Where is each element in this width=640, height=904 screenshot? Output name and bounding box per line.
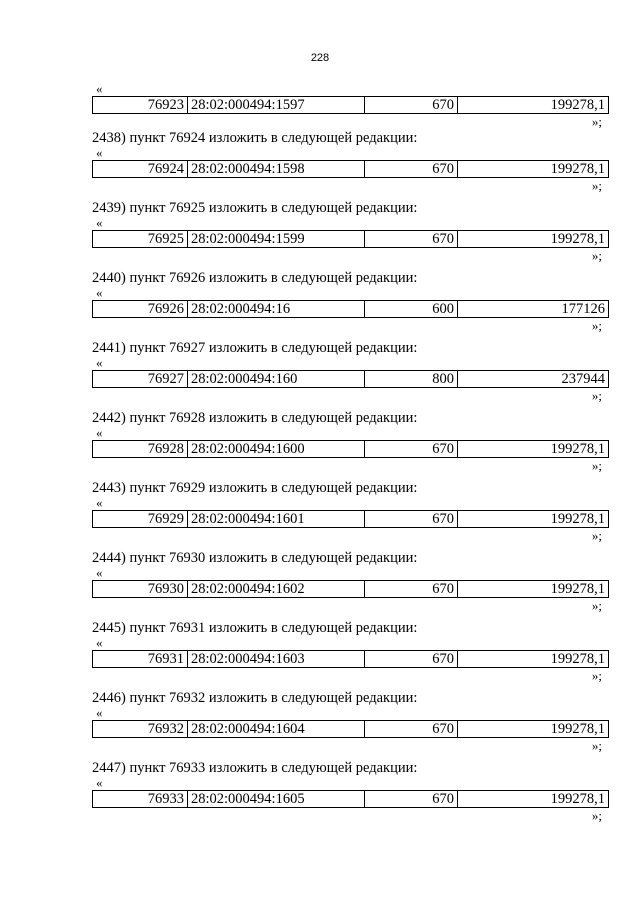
item-number-cell: 76932 xyxy=(93,721,188,738)
document-body xyxy=(92,82,610,830)
item-number-cell: 76930 xyxy=(93,581,188,598)
area-cell: 800 xyxy=(365,371,458,388)
data-row-table xyxy=(92,370,609,388)
table-row xyxy=(93,161,609,178)
close-quote: »; xyxy=(591,388,602,403)
area-cell: 670 xyxy=(365,511,458,528)
area-cell: 670 xyxy=(365,581,458,598)
open-quote: « xyxy=(96,285,103,300)
amendment-instruction: 2443) пункт 76929 изложить в следующей редакции: xyxy=(92,480,418,496)
item-number-cell: 76927 xyxy=(93,371,188,388)
value-cell: 199278,1 xyxy=(458,161,609,178)
item-number-cell: 76931 xyxy=(93,651,188,668)
amendment-instruction: 2447) пункт 76933 изложить в следующей редакции: xyxy=(92,760,418,776)
table-row xyxy=(93,441,609,458)
item-number-cell: 76923 xyxy=(93,97,188,114)
cadastral-number-cell: 28:02:000494:1597 xyxy=(188,97,365,114)
entry-76927 xyxy=(92,340,610,410)
open-quote: « xyxy=(96,355,103,370)
entry-76924 xyxy=(92,130,610,200)
open-quote: « xyxy=(96,145,103,160)
close-quote: »; xyxy=(591,598,602,613)
close-quote: »; xyxy=(591,528,602,543)
open-quote: « xyxy=(96,775,103,790)
amendment-instruction: 2438) пункт 76924 изложить в следующей редакции: xyxy=(92,130,418,146)
item-number-cell: 76926 xyxy=(93,301,188,318)
value-cell: 199278,1 xyxy=(458,441,609,458)
entry-76923 xyxy=(92,82,610,130)
open-quote: « xyxy=(96,635,103,650)
amendment-instruction: 2441) пункт 76927 изложить в следующей редакции: xyxy=(92,340,418,356)
area-cell: 670 xyxy=(365,231,458,248)
close-quote: »; xyxy=(591,808,602,823)
close-quote: »; xyxy=(591,458,602,473)
data-row-table xyxy=(92,510,609,528)
cadastral-number-cell: 28:02:000494:1603 xyxy=(188,651,365,668)
close-quote: »; xyxy=(591,114,602,129)
entry-76933 xyxy=(92,760,610,830)
cadastral-number-cell: 28:02:000494:1604 xyxy=(188,721,365,738)
close-quote: »; xyxy=(591,178,602,193)
value-cell: 237944 xyxy=(458,371,609,388)
amendment-instruction: 2439) пункт 76925 изложить в следующей редакции: xyxy=(92,200,418,216)
open-quote: « xyxy=(96,215,103,230)
entry-76931 xyxy=(92,620,610,690)
area-cell: 670 xyxy=(365,97,458,114)
item-number-cell: 76928 xyxy=(93,441,188,458)
table-row xyxy=(93,721,609,738)
data-row-table xyxy=(92,790,609,808)
amendment-instruction: 2445) пункт 76931 изложить в следующей редакции: xyxy=(92,620,418,636)
table-row xyxy=(93,511,609,528)
open-quote: « xyxy=(96,705,103,720)
data-row-table xyxy=(92,650,609,668)
data-row-table xyxy=(92,580,609,598)
close-quote: »; xyxy=(591,668,602,683)
item-number-cell: 76924 xyxy=(93,161,188,178)
table-row xyxy=(93,651,609,668)
data-row-table xyxy=(92,720,609,738)
area-cell: 670 xyxy=(365,791,458,808)
value-cell: 199278,1 xyxy=(458,581,609,598)
value-cell: 177126 xyxy=(458,301,609,318)
table-row xyxy=(93,371,609,388)
cadastral-number-cell: 28:02:000494:1601 xyxy=(188,511,365,528)
item-number-cell: 76925 xyxy=(93,231,188,248)
item-number-cell: 76929 xyxy=(93,511,188,528)
area-cell: 670 xyxy=(365,441,458,458)
data-row-table xyxy=(92,96,609,114)
table-row xyxy=(93,97,609,114)
item-number-cell: 76933 xyxy=(93,791,188,808)
page-number: 228 xyxy=(310,52,330,64)
close-quote: »; xyxy=(591,318,602,333)
data-row-table xyxy=(92,440,609,458)
area-cell: 670 xyxy=(365,721,458,738)
close-quote: »; xyxy=(591,738,602,753)
amendment-instruction: 2444) пункт 76930 изложить в следующей редакции: xyxy=(92,550,418,566)
value-cell: 199278,1 xyxy=(458,721,609,738)
open-quote: « xyxy=(96,425,103,440)
value-cell: 199278,1 xyxy=(458,97,609,114)
entry-76928 xyxy=(92,410,610,480)
entry-76930 xyxy=(92,550,610,620)
open-quote: « xyxy=(96,565,103,580)
data-row-table xyxy=(92,300,609,318)
cadastral-number-cell: 28:02:000494:1600 xyxy=(188,441,365,458)
entry-76925 xyxy=(92,200,610,270)
amendment-instruction: 2442) пункт 76928 изложить в следующей редакции: xyxy=(92,410,418,426)
cadastral-number-cell: 28:02:000494:1605 xyxy=(188,791,365,808)
data-row-table xyxy=(92,230,609,248)
value-cell: 199278,1 xyxy=(458,651,609,668)
cadastral-number-cell: 28:02:000494:1598 xyxy=(188,161,365,178)
cadastral-number-cell: 28:02:000494:16 xyxy=(188,301,365,318)
data-row-table xyxy=(92,160,609,178)
cadastral-number-cell: 28:02:000494:1599 xyxy=(188,231,365,248)
table-row xyxy=(93,581,609,598)
open-quote: « xyxy=(96,81,103,96)
value-cell: 199278,1 xyxy=(458,511,609,528)
open-quote: « xyxy=(96,495,103,510)
area-cell: 670 xyxy=(365,161,458,178)
table-row xyxy=(93,301,609,318)
cadastral-number-cell: 28:02:000494:1602 xyxy=(188,581,365,598)
value-cell: 199278,1 xyxy=(458,231,609,248)
table-row xyxy=(93,791,609,808)
area-cell: 600 xyxy=(365,301,458,318)
table-row xyxy=(93,231,609,248)
area-cell: 670 xyxy=(365,651,458,668)
value-cell: 199278,1 xyxy=(458,791,609,808)
entry-76929 xyxy=(92,480,610,550)
amendment-instruction: 2440) пункт 76926 изложить в следующей редакции: xyxy=(92,270,418,286)
close-quote: »; xyxy=(591,248,602,263)
entry-76932 xyxy=(92,690,610,760)
amendment-instruction: 2446) пункт 76932 изложить в следующей редакции: xyxy=(92,690,418,706)
cadastral-number-cell: 28:02:000494:160 xyxy=(188,371,365,388)
entry-76926 xyxy=(92,270,610,340)
